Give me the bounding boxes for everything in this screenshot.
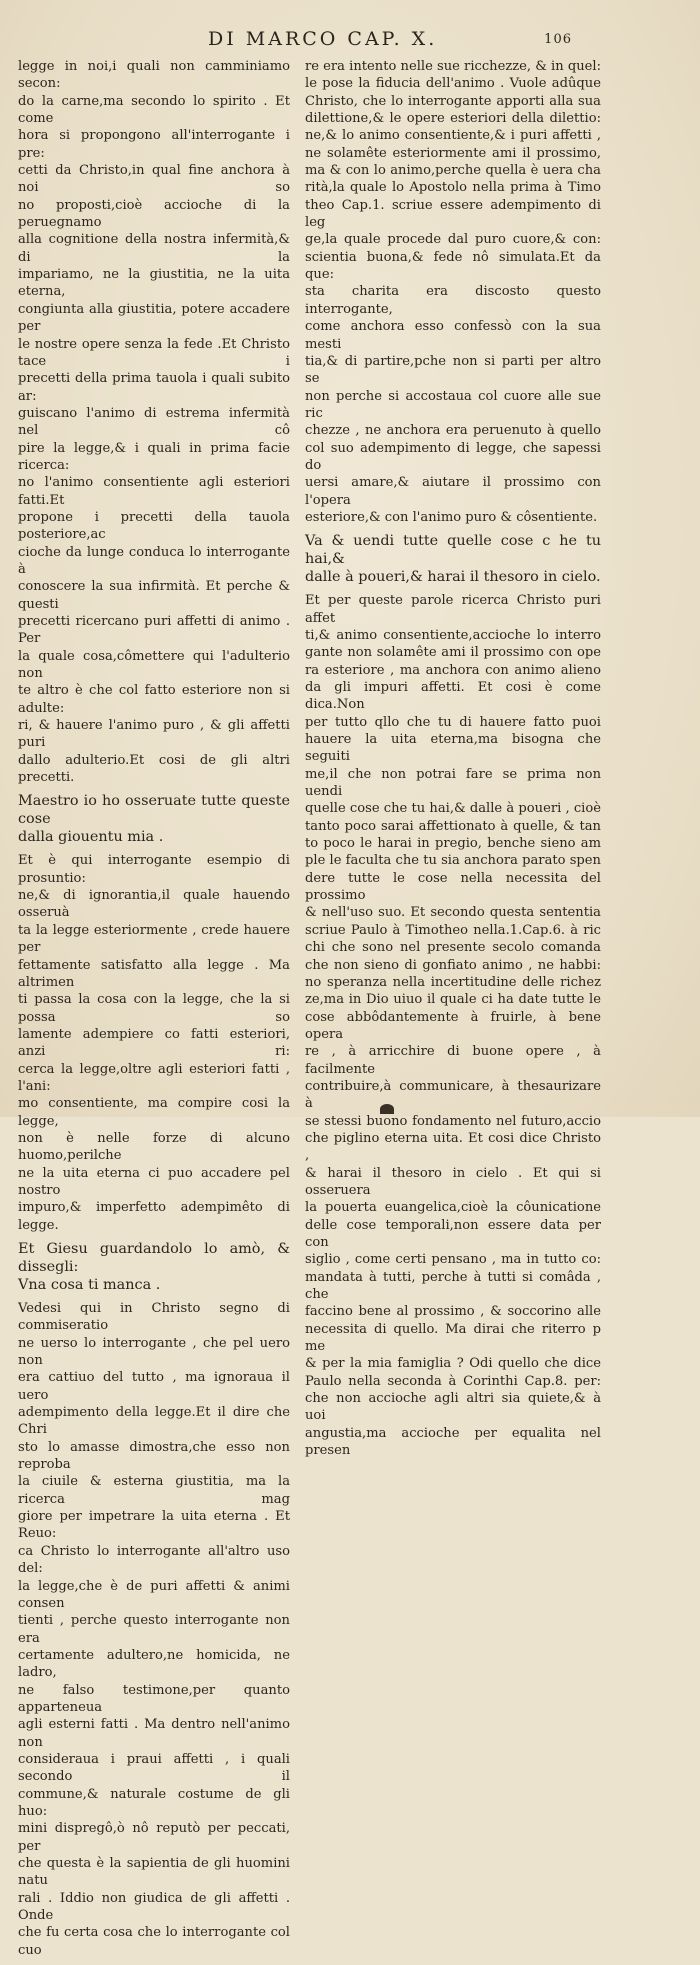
text-line: impariamo, ne la giustitia, ne la uita eterna, bbox=[18, 267, 290, 300]
text-line: scriue Paulo à Timotheo nella.1.Cap.6. à ric bbox=[305, 922, 601, 938]
right-column bbox=[305, 58, 601, 1465]
text-line: alla cognitione della nostra infermità,& di la bbox=[18, 232, 290, 265]
text-line: Et è qui interrogante esempio di prosuntio: bbox=[18, 853, 290, 886]
text-line: gante non solamête ami il prossimo con ope bbox=[305, 645, 601, 661]
text-line: cose abbôdantemente à fruirle, à bene opera bbox=[305, 1009, 601, 1042]
page-ornament bbox=[380, 1104, 394, 1114]
commentary-paragraph bbox=[18, 58, 290, 786]
text-line: ra esteriore , ma anchora con animo alieno bbox=[305, 662, 601, 678]
text-line: dalla giouentu mia . bbox=[18, 829, 164, 846]
text-line: legge in noi,i quali non camminiamo secon: bbox=[18, 59, 290, 92]
text-line: ne,& lo animo consentiente,& i puri affetti , bbox=[305, 128, 601, 144]
commentary-paragraph bbox=[305, 592, 601, 1459]
text-line: certamente adultero,ne homicida, ne ladro, bbox=[18, 1647, 290, 1681]
text-line: quelle cose che tu hai,& dalle à poueri , cioè bbox=[305, 801, 601, 817]
text-line: re era intento nelle sue ricchezze, & in quel: bbox=[305, 59, 601, 74]
text-line: commune,& naturale costume de gli huo: bbox=[18, 1786, 290, 1819]
text-line: che non sieno di gonfiato animo , ne habbi: bbox=[305, 957, 601, 973]
text-line: la pouerta euangelica,cioè la côunicatione bbox=[305, 1200, 601, 1216]
text-line: hora si propongono all'interrogante i pre: bbox=[18, 128, 290, 161]
text-line: siglio , come certi pensano , ma in tutto co: bbox=[305, 1252, 601, 1268]
text-line: le nostre opere senza la fede .Et Christo tace i bbox=[18, 336, 290, 369]
text-line: adempimento della legge.Et il dire che Chri bbox=[18, 1405, 290, 1438]
text-line: da gli impuri affetti. Et cosi è come dica.Non bbox=[305, 680, 601, 713]
commentary-paragraph bbox=[18, 1300, 290, 1959]
text-line: cerca la legge,oltre agli esteriori fatti , l'ani: bbox=[18, 1061, 290, 1094]
text-line: ze,ma in Dio uiuo il quale ci ha date tutte le bbox=[305, 992, 601, 1008]
commentary-paragraph bbox=[18, 852, 290, 1234]
text-line: to poco le harai in pregio, benche sieno am bbox=[305, 836, 601, 852]
text-line: che fu certa cosa che lo interrogante col cuo bbox=[18, 1925, 290, 1958]
text-line: re , à arricchire di buone opere , à facilmente bbox=[305, 1044, 601, 1077]
text-line: & harai il thesoro in cielo . Et qui si osseruera bbox=[305, 1165, 601, 1198]
text-line: Maestro io ho osseruate tutte queste cose bbox=[18, 793, 290, 828]
text-line: me,il che non potrai fare se prima non uendi bbox=[305, 766, 601, 800]
text-line: ti,& animo consentiente,accioche lo interro bbox=[305, 627, 601, 643]
text-line: esteriore,& con l'animo puro & côsentiente. bbox=[305, 509, 598, 525]
text-line: dallo adulterio.Et cosi de gli altri precetti. bbox=[18, 752, 290, 786]
text-line: fettamente satisfatto alla legge . Ma altrimen bbox=[18, 957, 290, 990]
text-line: lamente adempiere co fatti esteriori, anzi ri: bbox=[18, 1026, 290, 1060]
text-line: precetti ricercano puri affetti di animo . Per bbox=[18, 614, 290, 647]
text-line: congiunta alla giustitia, potere accadere per bbox=[18, 301, 290, 335]
text-line: ge,la quale procede dal puro cuore,& con: bbox=[305, 232, 601, 248]
text-line: guiscano l'animo di estrema infermità nel cô bbox=[18, 405, 290, 439]
text-line: Et per queste parole ricerca Christo puri affet bbox=[305, 593, 601, 626]
scripture-lemma bbox=[305, 532, 601, 586]
text-line: precetti della prima tauola i quali subito ar: bbox=[18, 371, 290, 404]
text-line: Et Giesu guardandolo lo amò, & dissegli: bbox=[18, 1241, 290, 1275]
text-line: ma & con lo animo,perche quella è uera cha bbox=[305, 163, 601, 179]
text-line: ta la legge esteriormente , crede hauere per bbox=[18, 922, 290, 956]
scripture-lemma bbox=[18, 792, 290, 846]
text-line: non perche si accostaua col cuore alle sue ric bbox=[305, 388, 601, 421]
text-line: tia,& di partire,pche non si parti per altro se bbox=[305, 353, 601, 387]
text-line: mandata à tutti, perche à tutti si comâda , che bbox=[305, 1269, 601, 1303]
text-line: contribuire,à communicare, à thesaurizare à bbox=[305, 1078, 601, 1112]
text-line: tanto poco sarai affettionato à quelle, & tan bbox=[305, 818, 601, 834]
left-column bbox=[18, 58, 290, 1965]
text-line: no speranza nella incertitudine delle richez bbox=[305, 974, 601, 990]
text-line: come anchora esso confessò con la sua mesti bbox=[305, 319, 601, 352]
running-head bbox=[0, 28, 700, 54]
text-line: ne uerso lo interrogante , che pel uero non bbox=[18, 1335, 290, 1369]
text-line: col suo adempimento di legge, che sapessi do bbox=[305, 440, 601, 473]
text-line: ne,& di ignorantia,il quale hauendo osseruà bbox=[18, 888, 290, 921]
text-line: dalle à poueri,& harai il thesoro in cielo. bbox=[305, 569, 601, 586]
text-line: giore per impetrare la uita eterna . Et Reuo: bbox=[18, 1509, 290, 1542]
text-line: non è nelle forze di alcuno huomo,perilche bbox=[18, 1130, 290, 1164]
text-line: do la carne,ma secondo lo spirito . Et come bbox=[18, 93, 290, 127]
text-line: faccino bene al prossimo , & soccorino alle bbox=[305, 1304, 601, 1320]
text-line: Christo, che lo interrogante apporti alla sua bbox=[305, 93, 601, 109]
text-line: rità,la quale lo Apostolo nella prima à Timo bbox=[305, 180, 601, 196]
text-line: dere tutte le cose nella necessita del prossimo bbox=[305, 870, 601, 904]
text-line: ca Christo lo interrogante all'altro uso del: bbox=[18, 1543, 290, 1577]
text-line: ple le faculta che tu sia anchora parato spen bbox=[305, 853, 601, 869]
text-line: se stessi buono fondamento nel futuro,accio bbox=[305, 1113, 601, 1129]
text-line: pire la legge,& i quali in prima facie ricerca: bbox=[18, 440, 290, 473]
text-line: hauere la uita eterna,ma bisogna che seguiti bbox=[305, 732, 601, 765]
text-line: ne solamête esteriormente ami il prossimo, bbox=[305, 145, 601, 161]
text-line: mo consentiente, ma compire cosi la legge, bbox=[18, 1096, 290, 1129]
text-line: & nell'uso suo. Et secondo questa sententia bbox=[305, 905, 601, 921]
text-line: Vna cosa ti manca . bbox=[18, 1277, 161, 1293]
text-line: la quale cosa,cômettere qui l'adulterio non bbox=[18, 648, 290, 682]
text-line: tienti , perche questo interrogante non era bbox=[18, 1613, 290, 1646]
text-line: consideraua i praui affetti , i quali secondo il bbox=[18, 1751, 290, 1785]
text-line: te altro è che col fatto esteriore non si adulte: bbox=[18, 683, 290, 716]
text-line: chi che sono nel presente secolo comanda bbox=[305, 940, 601, 956]
running-head-title: DI MARCO CAP. X. bbox=[208, 28, 438, 50]
text-line: per tutto qllo che tu di hauere fatto puoi bbox=[305, 714, 601, 730]
text-line: impuro,& imperfetto adempimêto di legge. bbox=[18, 1200, 290, 1233]
text-line: theo Cap.1. scriue essere adempimento di leg bbox=[305, 197, 601, 231]
text-line: propone i precetti della tauola posteriore,ac bbox=[18, 509, 290, 543]
page-number: 106 bbox=[544, 32, 572, 47]
text-line: ti passa la cosa con la legge, che la si possa so bbox=[18, 992, 290, 1025]
text-line: chezze , ne anchora era peruenuto à quello bbox=[305, 423, 601, 439]
text-line: agli esterni fatti . Ma dentro nell'animo non bbox=[18, 1717, 290, 1750]
text-line: conoscere la sua infirmità. Et perche & questi bbox=[18, 579, 290, 612]
text-line: & per la mia famiglia ? Odi quello che dice bbox=[305, 1356, 601, 1372]
text-line: cetti da Christo,in qual fine anchora à noi so bbox=[18, 163, 290, 196]
text-line: la ciuile & esterna giustitia, ma la ricerca mag bbox=[18, 1474, 290, 1507]
text-line: ne la uita eterna ci puo accadere pel nostro bbox=[18, 1165, 290, 1198]
commentary-paragraph bbox=[305, 58, 601, 526]
text-line: Vedesi qui in Christo segno di commiseratio bbox=[18, 1301, 290, 1334]
text-line: che piglino eterna uita. Et cosi dice Christo , bbox=[305, 1130, 601, 1164]
text-line: delle cose temporali,non essere data per con bbox=[305, 1217, 601, 1250]
text-line: scientia buona,& fede nô simulata.Et da que: bbox=[305, 249, 601, 283]
text-line: Paulo nella seconda à Corinthi Cap.8. per: bbox=[305, 1373, 601, 1389]
text-line: no l'animo consentiente agli esteriori fatti.Et bbox=[18, 475, 290, 508]
text-line: le pose la fiducia dell'animo . Vuole adûque bbox=[305, 76, 601, 92]
text-line: no proposti,cioè accioche di la peruegnamo bbox=[18, 197, 290, 231]
text-line: sto lo amasse dimostra,che esso non reproba bbox=[18, 1439, 290, 1473]
text-line: mini dispregô,ò nô reputò per peccati, per bbox=[18, 1821, 290, 1854]
text-line: dilettione,& le opere esteriori della dilettio: bbox=[305, 111, 601, 127]
text-line: rali . Iddio non giudica de gli affetti . Onde bbox=[18, 1890, 290, 1924]
text-line: uersi amare,& aiutare il prossimo con l'opera bbox=[305, 475, 601, 508]
text-line: la legge,che è de puri affetti & animi consen bbox=[18, 1578, 290, 1611]
text-line: che questa è la sapientia de gli huomini natu bbox=[18, 1856, 290, 1889]
text-line: cioche da lunge conduca lo interrogante à bbox=[18, 544, 290, 577]
text-line: che non accioche agli altri sia quiete,& à uoi bbox=[305, 1391, 601, 1424]
text-line: ri, & hauere l'animo puro , & gli affetti puri bbox=[18, 718, 290, 751]
text-line: angustia,ma accioche per equalita nel presen bbox=[305, 1425, 601, 1459]
text-line: sta charita era discosto questo interrogante, bbox=[305, 284, 601, 317]
text-line: era cattiuo del tutto , ma ignoraua il uero bbox=[18, 1370, 290, 1403]
text-line: ne falso testimone,per quanto apparteneua bbox=[18, 1682, 290, 1715]
text-line: Va & uendi tutte quelle cose c he tu hai,& bbox=[305, 533, 601, 568]
scripture-lemma bbox=[18, 1240, 290, 1294]
text-line: necessita di quello. Ma dirai che riterro p me bbox=[305, 1321, 601, 1355]
